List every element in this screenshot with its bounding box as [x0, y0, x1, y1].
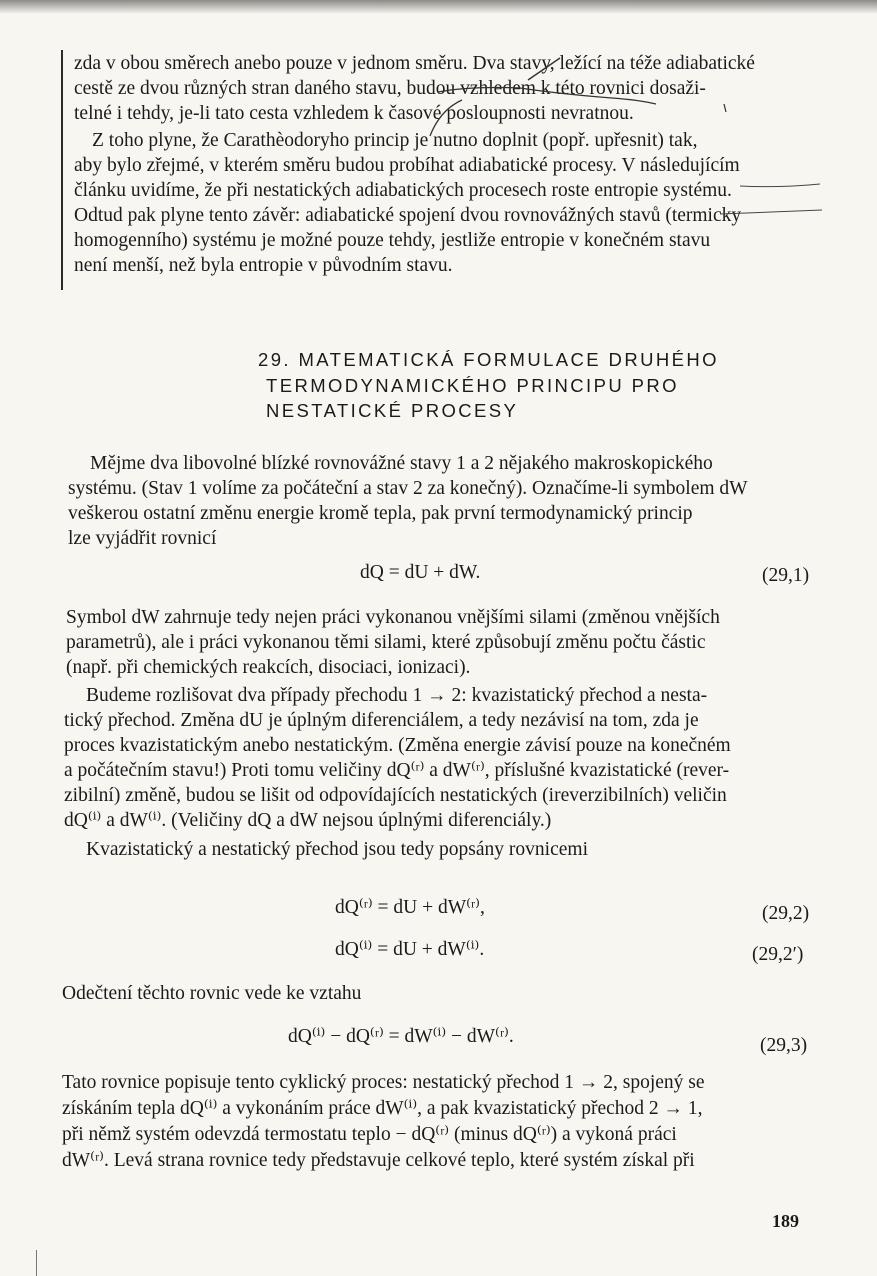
body-line: Mějme dva libovolné blízké rovnovážné stavy 1 a 2 nějakého makroskopického	[90, 453, 713, 474]
body-line: Symbol dW zahrnuje tedy nejen práci vykonanou vnějšími silami (změnou vnějších	[66, 607, 720, 628]
body-line: veškerou ostatní změnu energie kromě tepla, pak první termodynamický princip	[68, 503, 693, 524]
page-number: 189	[772, 1211, 799, 1231]
body-line: při němž systém odevzdá termostatu teplo − dQ⁽ʳ⁾ (minus dQ⁽ʳ⁾) a vykoná práci	[62, 1124, 677, 1145]
body-line: parametrů), ale i práci vykonanou těmi silami, které způsobují změnu počtu částic	[66, 632, 706, 653]
equation-number: (29,2′)	[752, 944, 804, 965]
pen-underline	[740, 184, 820, 187]
body-line: Budeme rozlišovat dva případy přechodu 1 → 2: kvazistatický přechod a nesta-	[86, 685, 708, 706]
body-line: proces kvazistatickým anebo nestatickým. (Změna energie závisí pouze na konečném	[64, 735, 731, 756]
pen-arc	[724, 104, 726, 112]
equation-number: (29,1)	[762, 565, 810, 586]
body-line: lze vyjádřit rovnicí	[68, 528, 217, 549]
body-line: Kvazistatický a nestatický přechod jsou tedy popsány rovnicemi	[86, 839, 588, 860]
body-line: (např. při chemických reakcích, disociaci, ionizaci).	[66, 657, 471, 678]
body-line: a počátečním stavu!) Proti tomu veličiny dQ⁽ʳ⁾ a dW⁽ʳ⁾, příslušné kvazistatické (rever-	[64, 760, 730, 781]
intro-line: Z toho plyne, že Carathèodoryho princip je nutno doplnit (popř. upřesnit) tak,	[92, 130, 698, 151]
section-heading: 29. MATEMATICKÁ FORMULACE DRUHÉHO	[258, 349, 719, 370]
margin-tick	[36, 1250, 37, 1276]
intro-line: zda v obou směrech anebo pouze v jednom směru. Dva stavy, ležící na téže adiabatické	[74, 53, 755, 74]
equation-number: (29,2)	[762, 903, 810, 924]
intro-line: není menší, než byla entropie v původním stavu.	[74, 255, 453, 276]
scan-top-shadow	[0, 0, 877, 14]
intro-line: telné i tehdy, je-li tato cesta vzhledem k časové posloupnosti nevratnou.	[74, 103, 634, 124]
body-line: tický přechod. Změna dU je úplným diferenciálem, a tedy nezávisí na tom, zda je	[64, 710, 699, 731]
body-line: získáním tepla dQ⁽ⁱ⁾ a vykonáním práce dW⁽ⁱ⁾, a pak kvazistatický přechod 2 → 1,	[62, 1098, 703, 1119]
equation-29-2: dQ⁽ʳ⁾ = dU + dW⁽ʳ⁾,	[335, 897, 485, 918]
body-line: dQ⁽ⁱ⁾ a dW⁽ⁱ⁾. (Veličiny dQ a dW nejsou úplnými diferenciály.)	[64, 810, 552, 831]
body-line: dW⁽ʳ⁾. Levá strana rovnice tedy představuje celkové teplo, které systém získal při	[62, 1150, 695, 1171]
body-line: zibilní) změně, budou se lišit od odpovídajících nestatických (ireverzibilních) veličin	[64, 785, 727, 806]
section-heading: NESTATICKÉ PROCESY	[266, 400, 519, 421]
equation-number: (29,3)	[760, 1035, 808, 1056]
body-line: Odečtení těchto rovnic vede ke vztahu	[62, 983, 362, 1004]
section-heading: TERMODYNAMICKÉHO PRINCIPU PRO	[266, 375, 679, 396]
intro-line: homogenního) systému je možné pouze tehdy, jestliže entropie v konečném stavu	[74, 230, 711, 251]
margin-mark	[61, 50, 63, 290]
equation-29-1: dQ = dU + dW.	[360, 562, 481, 583]
equation-29-2-prime: dQ⁽ⁱ⁾ = dU + dW⁽ⁱ⁾.	[335, 939, 485, 960]
intro-line: cestě ze dvou různých stran daného stavu, budou vzhledem k této rovnici dosaži-	[74, 78, 706, 99]
intro-line: Odtud pak plyne tento závěr: adiabatické spojení dvou rovnovážných stavů (termicky	[74, 205, 742, 226]
body-line: systému. (Stav 1 volíme za počáteční a stav 2 za konečný). Označíme-li symbolem dW	[68, 478, 748, 499]
equation-29-3: dQ⁽ⁱ⁾ − dQ⁽ʳ⁾ = dW⁽ⁱ⁾ − dW⁽ʳ⁾.	[288, 1026, 514, 1047]
body-line: Tato rovnice popisuje tento cyklický proces: nestatický přechod 1 → 2, spojený se	[62, 1072, 705, 1093]
intro-line: článku uvidíme, že při nestatických adiabatických procesech roste entropie systému.	[74, 180, 732, 201]
intro-line: aby bylo zřejmé, v kterém směru budou probíhat adiabatické procesy. V následujícím	[74, 155, 740, 176]
